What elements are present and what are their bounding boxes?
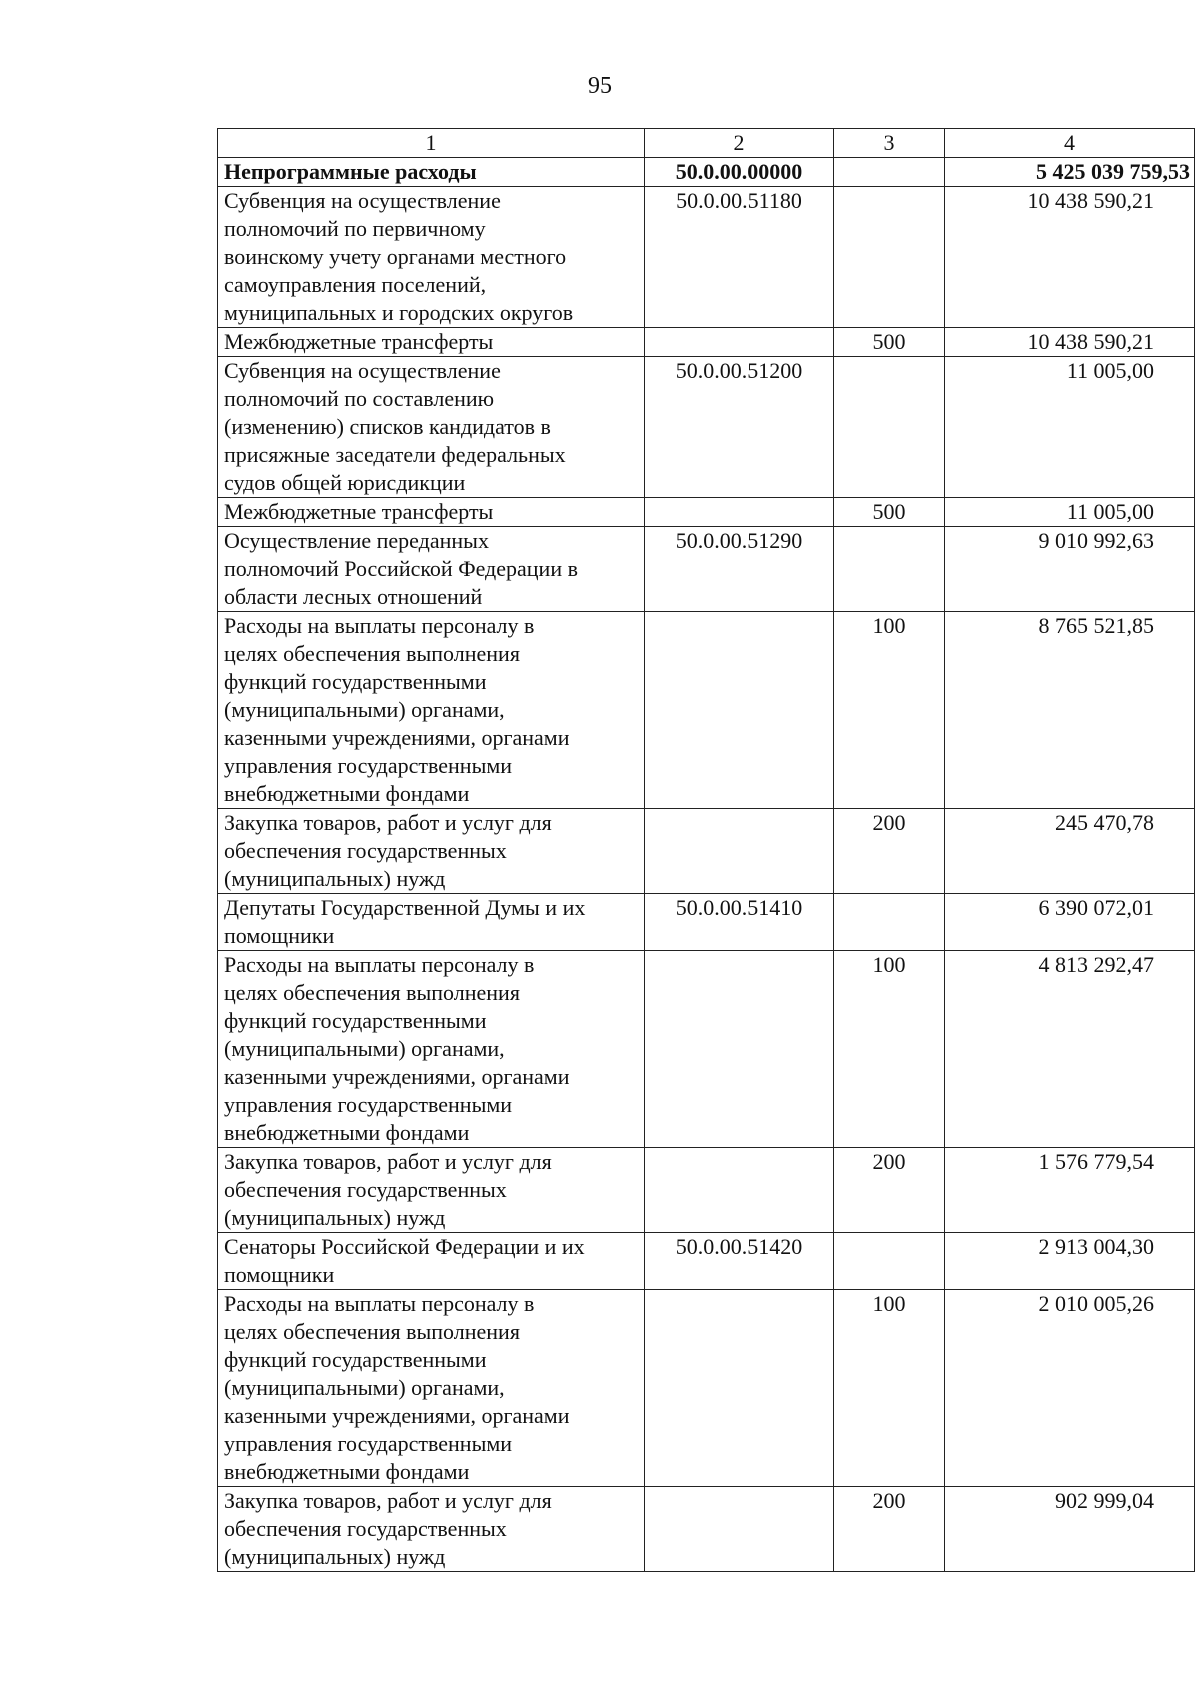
row-name-cell: Субвенция на осуществление полномочий по составлению (изменению) списков кандидатов в присяжные заседатели федеральных судов общей юрисдикции xyxy=(218,357,645,498)
row-amount-cell: 4 813 292,47 xyxy=(945,951,1195,1148)
row-code-cell: 50.0.00.00000 xyxy=(645,158,834,187)
column-header-2: 2 xyxy=(645,129,834,158)
row-code-cell xyxy=(645,1487,834,1572)
page-number: 95 xyxy=(588,73,612,99)
column-header-3: 3 xyxy=(834,129,945,158)
table-row xyxy=(218,951,1195,1148)
row-type-cell: 100 xyxy=(834,951,945,1148)
row-name-cell: Расходы на выплаты персоналу в целях обеспечения выполнения функций государственными (муниципальными) органами, казенными учреждениями, органами управления государственными внебюджетными фондами xyxy=(218,1290,645,1487)
table-row xyxy=(218,527,1195,612)
row-name-cell: Закупка товаров, работ и услуг для обеспечения государственных (муниципальных) нужд xyxy=(218,1487,645,1572)
row-type-cell: 100 xyxy=(834,1290,945,1487)
row-type-cell: 500 xyxy=(834,328,945,357)
table-row xyxy=(218,158,1195,187)
row-code-cell: 50.0.00.51180 xyxy=(645,187,834,328)
row-type-cell xyxy=(834,187,945,328)
row-name-cell: Субвенция на осуществление полномочий по первичному воинскому учету органами местного самоуправления поселений, муниципальных и городских округов xyxy=(218,187,645,328)
row-code-cell xyxy=(645,809,834,894)
row-type-cell xyxy=(834,527,945,612)
row-amount-cell: 10 438 590,21 xyxy=(945,187,1195,328)
row-name-cell: Закупка товаров, работ и услуг для обеспечения государственных (муниципальных) нужд xyxy=(218,1148,645,1233)
row-type-cell: 100 xyxy=(834,612,945,809)
row-amount-cell: 8 765 521,85 xyxy=(945,612,1195,809)
row-type-cell: 500 xyxy=(834,498,945,527)
row-type-cell xyxy=(834,1233,945,1290)
row-amount-cell: 9 010 992,63 xyxy=(945,527,1195,612)
row-amount-cell: 6 390 072,01 xyxy=(945,894,1195,951)
row-type-cell xyxy=(834,894,945,951)
table-row xyxy=(218,187,1195,328)
row-name-cell: Расходы на выплаты персоналу в целях обеспечения выполнения функций государственными (муниципальными) органами, казенными учреждениями, органами управления государственными внебюджетными фондами xyxy=(218,612,645,809)
table-row xyxy=(218,612,1195,809)
row-name-cell: Непрограммные расходы xyxy=(218,158,645,187)
row-code-cell xyxy=(645,498,834,527)
row-type-cell: 200 xyxy=(834,1487,945,1572)
row-type-cell xyxy=(834,357,945,498)
table-row xyxy=(218,1148,1195,1233)
row-code-cell xyxy=(645,1290,834,1487)
row-name-cell: Сенаторы Российской Федерации и их помощники xyxy=(218,1233,645,1290)
table-body xyxy=(218,158,1195,1572)
row-code-cell: 50.0.00.51290 xyxy=(645,527,834,612)
row-name-cell: Закупка товаров, работ и услуг для обеспечения государственных (муниципальных) нужд xyxy=(218,809,645,894)
column-header-1: 1 xyxy=(218,129,645,158)
row-name-cell: Межбюджетные трансферты xyxy=(218,328,645,357)
row-amount-cell: 10 438 590,21 xyxy=(945,328,1195,357)
row-amount-cell: 11 005,00 xyxy=(945,498,1195,527)
table-row xyxy=(218,809,1195,894)
row-name-cell: Осуществление переданных полномочий Российской Федерации в области лесных отношений xyxy=(218,527,645,612)
row-name-cell: Расходы на выплаты персоналу в целях обеспечения выполнения функций государственными (муниципальными) органами, казенными учреждениями, органами управления государственными внебюджетными фондами xyxy=(218,951,645,1148)
row-code-cell xyxy=(645,1148,834,1233)
row-code-cell xyxy=(645,951,834,1148)
row-code-cell xyxy=(645,328,834,357)
table-row xyxy=(218,357,1195,498)
budget-table xyxy=(217,128,1195,1572)
row-amount-cell: 5 425 039 759,53 xyxy=(945,158,1195,187)
row-type-cell xyxy=(834,158,945,187)
row-amount-cell: 245 470,78 xyxy=(945,809,1195,894)
row-code-cell: 50.0.00.51200 xyxy=(645,357,834,498)
table-row xyxy=(218,1290,1195,1487)
row-amount-cell: 2 913 004,30 xyxy=(945,1233,1195,1290)
row-code-cell: 50.0.00.51410 xyxy=(645,894,834,951)
table-row xyxy=(218,894,1195,951)
row-amount-cell: 2 010 005,26 xyxy=(945,1290,1195,1487)
table-row xyxy=(218,328,1195,357)
row-amount-cell: 902 999,04 xyxy=(945,1487,1195,1572)
table-row xyxy=(218,1487,1195,1572)
row-type-cell: 200 xyxy=(834,809,945,894)
row-name-cell: Депутаты Государственной Думы и их помощники xyxy=(218,894,645,951)
row-amount-cell: 1 576 779,54 xyxy=(945,1148,1195,1233)
table-row xyxy=(218,498,1195,527)
column-header-4: 4 xyxy=(945,129,1195,158)
row-amount-cell: 11 005,00 xyxy=(945,357,1195,498)
table-header-row xyxy=(218,129,1195,158)
row-code-cell: 50.0.00.51420 xyxy=(645,1233,834,1290)
row-name-cell: Межбюджетные трансферты xyxy=(218,498,645,527)
row-type-cell: 200 xyxy=(834,1148,945,1233)
table-row xyxy=(218,1233,1195,1290)
row-code-cell xyxy=(645,612,834,809)
